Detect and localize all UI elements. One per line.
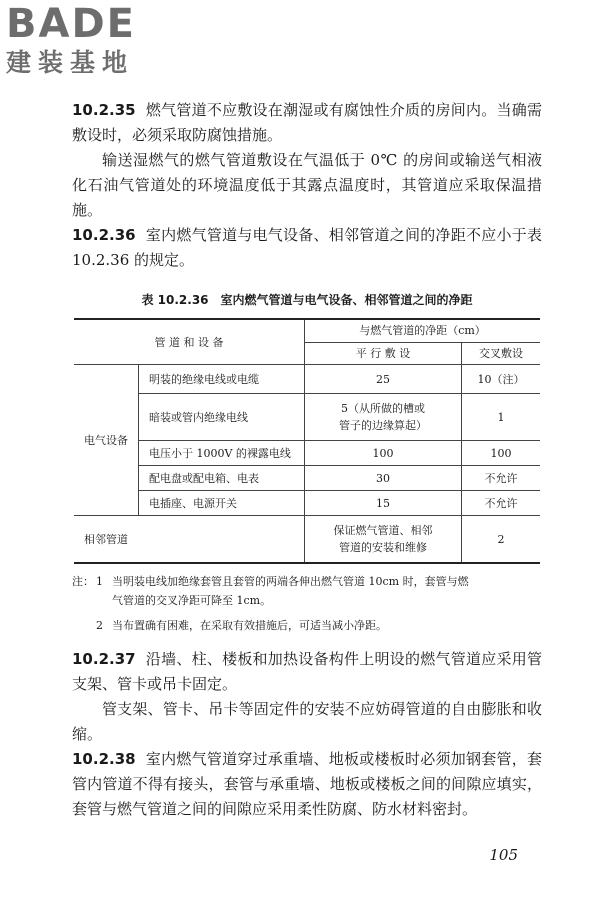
row-item: 电压小于 1000V 的裸露电线: [139, 441, 305, 466]
row-parallel-line: 5（从所做的槽或: [341, 402, 425, 415]
table-row: [74, 491, 540, 516]
note-text: 气管道的交叉净距可降至 1cm。: [112, 594, 272, 607]
row-parallel: [305, 394, 462, 441]
clause-10-2-35: [72, 98, 542, 148]
row-item: 明装的绝缘电线或电缆: [139, 365, 305, 394]
clause-text: 室内燃气管道穿过承重墙、地板或楼板时必须加钢套管，套管内管道不得有接头，套管与承重墙、地板或楼板之间的间隙应填实，套管与燃气管道之间的间隙应采用柔性防腐、防水材料密封。: [72, 750, 542, 818]
clause-text: 室内燃气管道与电气设备、相邻管道之间的净距不应小于表 10.2.36 的规定。: [72, 226, 542, 269]
document-body: [72, 98, 542, 822]
header-clearance-group: 与燃气管道的净距（cm）: [305, 319, 541, 342]
row-item: 电插座、电源开关: [139, 491, 305, 516]
row-cross: 100: [462, 441, 541, 466]
logo: [6, 2, 136, 78]
clause-10-2-36: [72, 223, 542, 273]
table-row: [74, 441, 540, 466]
note-text: 当布置确有困难，在采取有效措施后，可适当减小净距。: [112, 619, 387, 632]
note-1: [72, 572, 542, 591]
clause-paragraph: 管支架、管卡、吊卡等固定件的安装不应妨碍管道的自由膨胀和收缩。: [72, 700, 542, 743]
row-parallel: 25: [305, 365, 462, 394]
table-notes: [72, 572, 542, 635]
table-row: [74, 466, 540, 491]
row-parallel: [305, 516, 462, 564]
clause-number: 10.2.38: [72, 750, 136, 768]
note-2: [72, 616, 542, 635]
row-parallel-line: 管子的边缘算起）: [339, 419, 427, 432]
note-number: 1: [96, 575, 103, 588]
group-electrical: 电气设备: [74, 365, 139, 516]
clause-text: 沿墙、柱、楼板和加热设备构件上明设的燃气管道应采用管支架、管卡或吊卡固定。: [72, 650, 542, 693]
clause-number: 10.2.36: [72, 226, 136, 244]
table-row-adjacent: [74, 516, 540, 564]
row-cross: 不允许: [462, 491, 541, 516]
row-parallel: 100: [305, 441, 462, 466]
header-pipes-equipment: 管 道 和 设 备: [74, 319, 305, 365]
clause-paragraph: 输送湿燃气的燃气管道敷设在气温低于 0℃ 的房间或输送气相液化石油气管道处的环境温度低于其露点温度时，其管道应采取保温措施。: [72, 151, 542, 219]
row-cross: 1: [462, 394, 541, 441]
logo-subtitle: 建装基地: [6, 48, 135, 77]
note-label: 注：: [72, 575, 94, 588]
table-header-row: [74, 319, 540, 342]
clause-text: 燃气管道不应敷设在潮湿或有腐蚀性介质的房间内。当确需敷设时，必须采取防腐蚀措施。: [72, 101, 542, 144]
row-parallel-line: 管道的安装和维修: [339, 541, 427, 554]
header-cross: 交叉敷设: [462, 342, 541, 365]
clause-number: 10.2.37: [72, 650, 136, 668]
table-row: [74, 394, 540, 441]
table-row: [74, 365, 540, 394]
note-1-continued: [72, 591, 542, 610]
row-parallel-line: 保证燃气管道、相邻: [333, 524, 433, 537]
row-item: 配电盘或配电箱、电表: [139, 466, 305, 491]
clearance-table: [74, 318, 540, 564]
clause-number: 10.2.35: [72, 101, 136, 119]
row-cross: 2: [462, 516, 541, 564]
row-cross: 不允许: [462, 466, 541, 491]
note-text: 当明装电线加绝缘套管且套管的两端各伸出燃气管道 10cm 时，套管与燃: [112, 575, 469, 588]
row-item: 暗装或管内绝缘电线: [139, 394, 305, 441]
clause-10-2-38: [72, 747, 542, 822]
row-parallel: 30: [305, 466, 462, 491]
header-parallel: 平 行 敷 设: [305, 342, 462, 365]
page-number: 105: [489, 846, 518, 864]
logo-brand: BADE: [6, 1, 136, 47]
row-parallel: 15: [305, 491, 462, 516]
row-cross: 10（注）: [462, 365, 541, 394]
clause-10-2-37: [72, 647, 542, 697]
adjacent-pipes-label: 相邻管道: [74, 516, 305, 564]
note-number: 2: [96, 619, 103, 632]
table-caption: 表 10.2.36 室内燃气管道与电气设备、相邻管道之间的净距: [141, 293, 473, 307]
